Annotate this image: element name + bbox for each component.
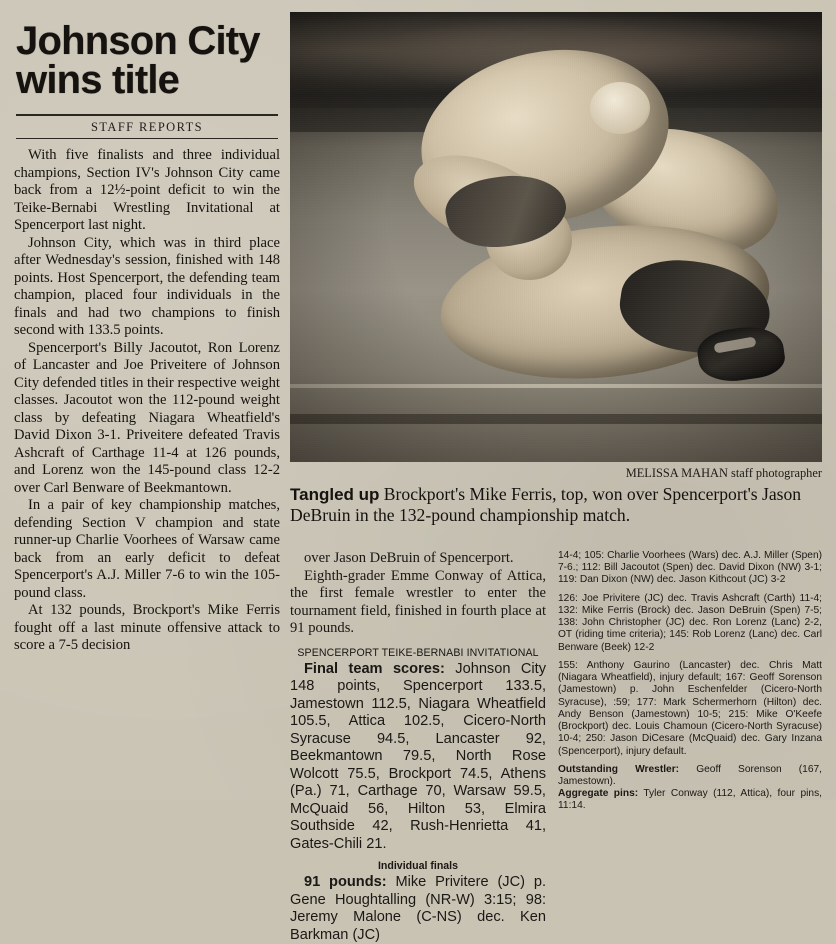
- story-paragraph: In a pair of key championship matches, defending Section V champion and state runner-up Charlie Voorhees of Warsaw came back from an early deficit to defeat Spencerport's A.J. Miller 7-6 to win the 105-pound class.: [14, 497, 280, 601]
- caption-lead: Tangled up: [290, 485, 380, 504]
- photo-image: [290, 12, 822, 462]
- right-results-column: [558, 550, 822, 813]
- results-title: SPENCERPORT TEIKE-BERNABI INVITATIONAL: [297, 646, 539, 659]
- results-continued: 14-4; 105: Charlie Voorhees (Wars) dec. A.J. Miller (Spen) 7-6.; 112: Bill Jacoutot (Spen) dec. David Dixon (NW) 3-1; 119: Dan Dixon (NW) dec. Jason Kithcout (JC) 3-2: [558, 550, 822, 586]
- wrestling-photo: [290, 12, 822, 462]
- results-block-3: 155: Anthony Gaurino (Lancaster) dec. Chris Matt (Niagara Wheatfield), injury default; 167: Geoff Sorenson (Jamestown) p. John Eschenfelder (Cicero-North Syracuse), :59; 177: Mark Schermerhorn (Hilton) dec. Andy Benson (Jamestown) 10-5; 215: Mike O'Keefe (Brockport) dec. Louis Chamoun (Cicero-North Syracuse) 10-4; 250: Jason DiCesare (McQuaid) dec. Gary Inzana (Spencerport), injury default.: [558, 659, 822, 757]
- individual-finals-header: Individual finals: [377, 860, 459, 872]
- team-scores-values: Johnson City 148 points, Spencerport 133.5, Jamestown 112.5, Niagara Wheatfield 105.5, Attica 102.5, Cicero-North Syracuse 94.5, Lancaster 92, Beekmantown 79.5, North Rose Wolcott 75.5, Brockport 74.5, Athens (Pa.) 71, Carthage 70, Warsaw 59.5, McQuaid 56, Hilton 53, Elmira Southside 42, Rush-Henrietta 41, Gates-Chili 21.: [290, 660, 547, 852]
- result-text: Mike Privitere (JC) p. Gene Houghtalling (NR-W) 3:15; 98: Jeremy Malone (C-NS) dec. Ken Barkman (JC): [290, 874, 547, 943]
- story-continued: over Jason DeBruin of Spencerport.: [304, 550, 514, 566]
- photo-caption: [290, 484, 824, 525]
- story-paragraph: At 132 pounds, Brockport's Mike Ferris fought off a last minute offensive attack to score a 7-5 decision: [14, 602, 280, 654]
- headline-rule: [16, 114, 278, 116]
- photo-grain: [290, 12, 822, 462]
- byline-rule: [16, 138, 278, 139]
- caption-text: Brockport's Mike Ferris, top, won over Spencerport's Jason DeBruin in the 132-pound championship match.: [290, 484, 802, 525]
- middle-column: [290, 550, 546, 944]
- left-story-column: [14, 10, 282, 655]
- photo-credit: MELISSA MAHAN staff photographer: [625, 466, 822, 480]
- page-title: Johnson City wins title: [16, 19, 260, 103]
- team-scores-label: Final team scores:: [304, 660, 445, 677]
- story-paragraph: Johnson City, which was in third place after Wednesday's session, finished with 148 points. Host Spencerport, the defending team champion, placed four individuals in the finals and had two champions to finish second with 133.5 points.: [14, 234, 280, 339]
- team-scores: [290, 661, 546, 854]
- byline: STAFF REPORTS: [91, 120, 203, 135]
- outstanding-wrestler-value: Geoff Sorenson (167, Jamestown).: [558, 763, 822, 787]
- outstanding-wrestler-label: Outstanding Wrestler:: [558, 763, 680, 775]
- outstanding-wrestler: [558, 764, 822, 788]
- weight-class-label: 91 pounds:: [304, 874, 387, 890]
- results-block-2: 126: Joe Privitere (JC) dec. Travis Ashcraft (Carth) 11-4; 132: Mike Ferris (Brock) dec. Jason DeBruin (Spen) 7-5; 138: John Christopher (JC) dec. Ron Lorenz (Lanc) 2-2, OT (riding time criteria); 145: Rob Lorenz (Lanc) dec. Carl Benware (Beek) 12-2: [558, 592, 822, 653]
- aggregate-pins: [558, 788, 822, 812]
- story-paragraph: With five finalists and three individual champions, Section IV's Johnson City came back from a 12½-point deficit to win the Teike-Bernabi Wrestling Invitational at Spencerport last night.: [14, 147, 280, 234]
- story-paragraph: Spencerport's Billy Jacoutot, Ron Lorenz of Lancaster and Joe Priveitere of Johnson City defended titles in their respective weight classes. Jacoutot won the 112-pound weight class by defeating Niagara Wheatfield's David Dixon 3-1. Priveitere defeated Travis Ashcraft of Carthage 11-4 at 126 pounds, and Lorenz won the 145-pound class 12-2 over Carl Benware of Beekmantown.: [14, 339, 280, 496]
- story-body: [14, 147, 280, 655]
- aggregate-pins-label: Aggregate pins:: [558, 788, 639, 800]
- individual-results-start: [290, 874, 546, 944]
- story-paragraph: Eighth-grader Emme Conway of Attica, the first female wrestler to enter the tournament field, finished in fourth place at 91 pounds.: [290, 567, 546, 636]
- aggregate-pins-value: Tyler Conway (112, Attica), four pins, 11:14.: [558, 788, 823, 812]
